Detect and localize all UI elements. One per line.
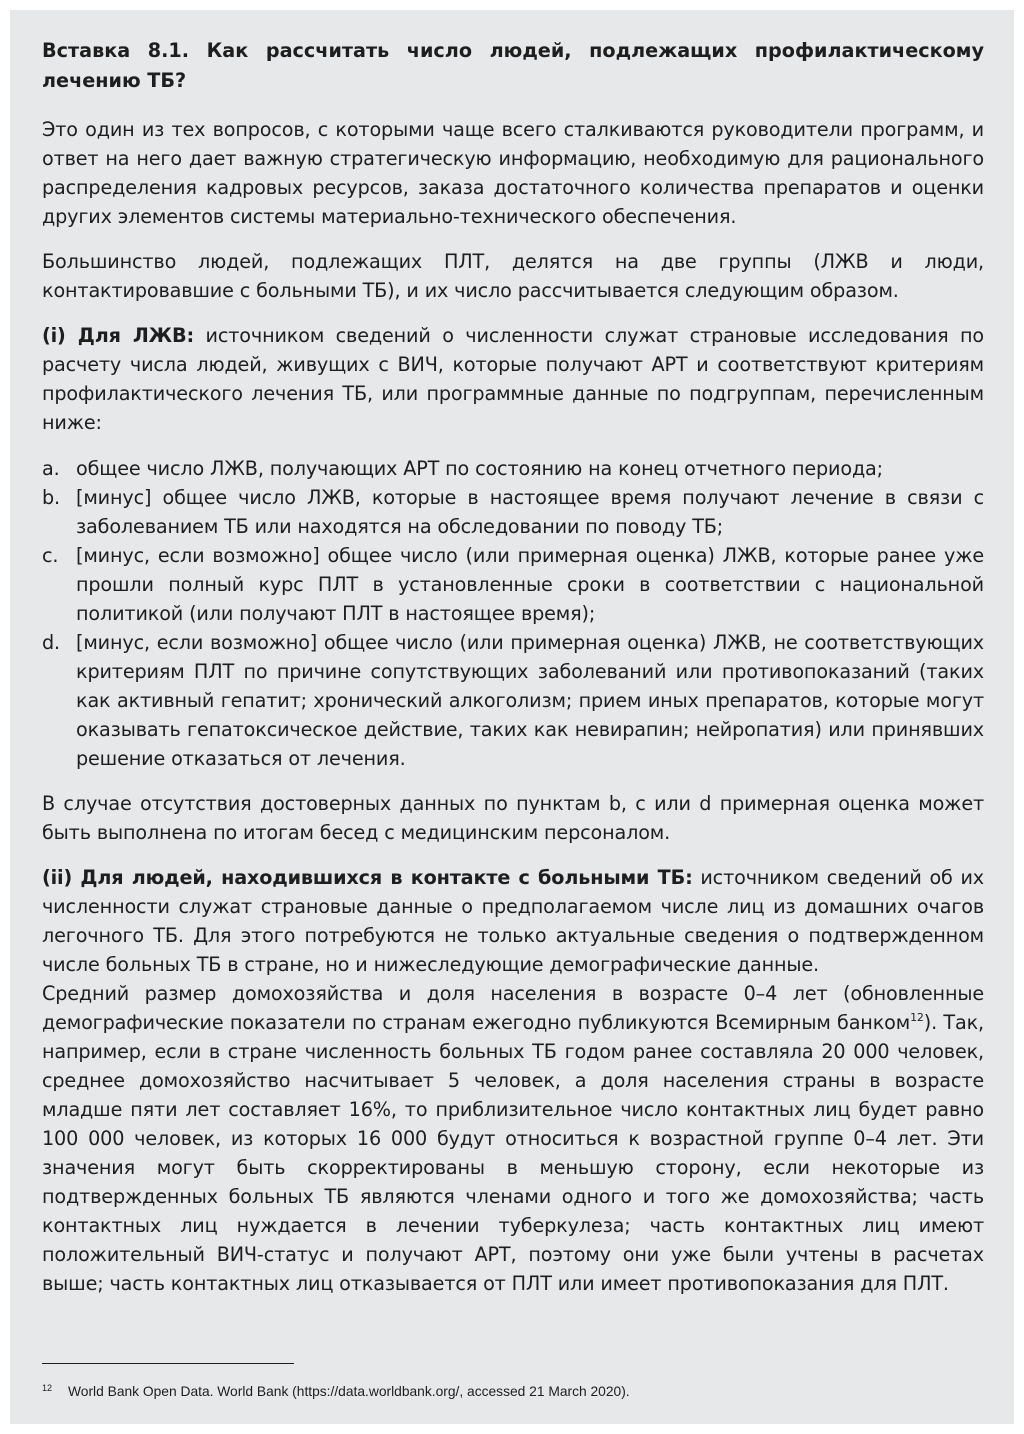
list-item-text: [минус, если возможно] общее число (или примерная оценка) ЛЖВ, не соответствующих критериям ПЛТ по причине сопутствующих заболеваний или противопоказаний (таких как активный гепатит; хронический алкоголизм; прием иных препаратов, которые могут оказывать гепатоксическое действие, таких как невирапин; нейропатия) или принявших решение отказаться от лечения. [76,631,984,770]
section-contacts-text: источником сведений об их численности служат страновые данные о предполагаемом числе лиц из домашних очагов легочного ТБ. Для этого потребуются не только актуальные сведения о подтвержденном числе больных ТБ в стране, но и нижеследующие демографические данные. [42,866,984,976]
box-heading: Вставка 8.1. Как рассчитать число людей, подлежащих профилактическому лечению ТБ? [42,39,984,92]
missing-data-paragraph: В случае отсутствия достоверных данных по пунктам b, c или d примерная оценка может быть выполнена по итогам бесед с медицинским персоналом. [42,792,984,844]
footnote-ref[interactable]: 12 [910,1011,924,1024]
list-item-label: d. [42,631,60,654]
list-item [42,541,984,628]
section-plhiv-lead: (i) Для ЛЖВ: [42,324,195,347]
page-panel [10,10,1014,1424]
section-plhiv [42,321,984,437]
section-contacts [42,863,984,979]
list-item-label: a. [42,457,60,480]
list-item-text: [минус] общее число ЛЖВ, которые в настоящее время получают лечение в связи с заболеванием ТБ или находятся на обследовании по поводу ТБ; [76,486,984,538]
list-item [42,628,984,773]
list-item [42,454,984,483]
intro-paragraph: Это один из тех вопросов, с которыми чаще всего сталкиваются руководители программ, и ответ на него дает важную стратегическую информацию, необходимую для рационального распределения кадровых ресурсов, заказа достаточного количества препаратов и оценки других элементов системы материально-технического обеспечения. [42,118,984,228]
footnote-number: 12 [42,1383,53,1393]
footnote [42,1379,982,1401]
text-box [42,36,984,1298]
list-item-text: [минус, если возможно] общее число (или примерная оценка) ЛЖВ, которые ранее уже прошли полный курс ПЛТ в установленные сроки в соответствии с национальной политикой (или получают ПЛТ в настоящее время); [76,544,984,625]
groups-paragraph: Большинство людей, подлежащих ПЛТ, делятся на две группы (ЛЖВ и люди, контактировавшие с больными ТБ), и их число рассчитывается следующим образом. [42,250,984,302]
footnote-text: World Bank Open Data. World Bank (https://data.worldbank.org/, accessed 21 March 2020). [68,1384,630,1399]
subgroup-list [42,454,984,773]
household-text-b: ). Так, например, если в стране численность больных ТБ годом ранее составляла 20 000 человек, среднее домохозяйство насчитывает 5 человек, а доля населения страны в возрасте младше пяти лет составляет 16%, то приблизительное число контактных лиц будет равно 100 000 человек, из которых 16 000 будут относиться к возрастной группе 0–4 лет. Эти значения могут быть скорректированы в меньшую сторону, если некоторые из подтвержденных больных ТБ являются членами одного и того же домохозяйства; часть контактных лиц нуждается в лечении туберкулеза; часть контактных лиц имеют положительный ВИЧ-статус и получают АРТ, поэтому они уже были учтены в расчетах выше; часть контактных лиц отказывается от ПЛТ или имеет противопоказания для ПЛТ. [42,1011,984,1295]
list-item-label: b. [42,486,60,509]
footnote-divider [42,1363,294,1364]
section-plhiv-text: источником сведений о численности служат страновые исследования по расчету числа людей, живущих с ВИЧ, которые получают АРТ и соответствуют критериям профилактического лечения ТБ, или программные данные по подгруппам, перечисленным ниже: [42,324,984,434]
list-item-label: c. [42,544,59,567]
list-item-text: общее число ЛЖВ, получающих АРТ по состоянию на конец отчетного периода; [76,457,883,480]
list-item [42,483,984,541]
household-paragraph [42,979,984,1298]
section-contacts-lead: (ii) Для людей, находившихся в контакте с больными ТБ: [42,866,693,889]
household-text-a: Средний размер домохозяйства и доля населения в возрасте 0–4 лет (обновленные демографические показатели по странам ежегодно публикуются Всемирным банком [42,982,984,1034]
